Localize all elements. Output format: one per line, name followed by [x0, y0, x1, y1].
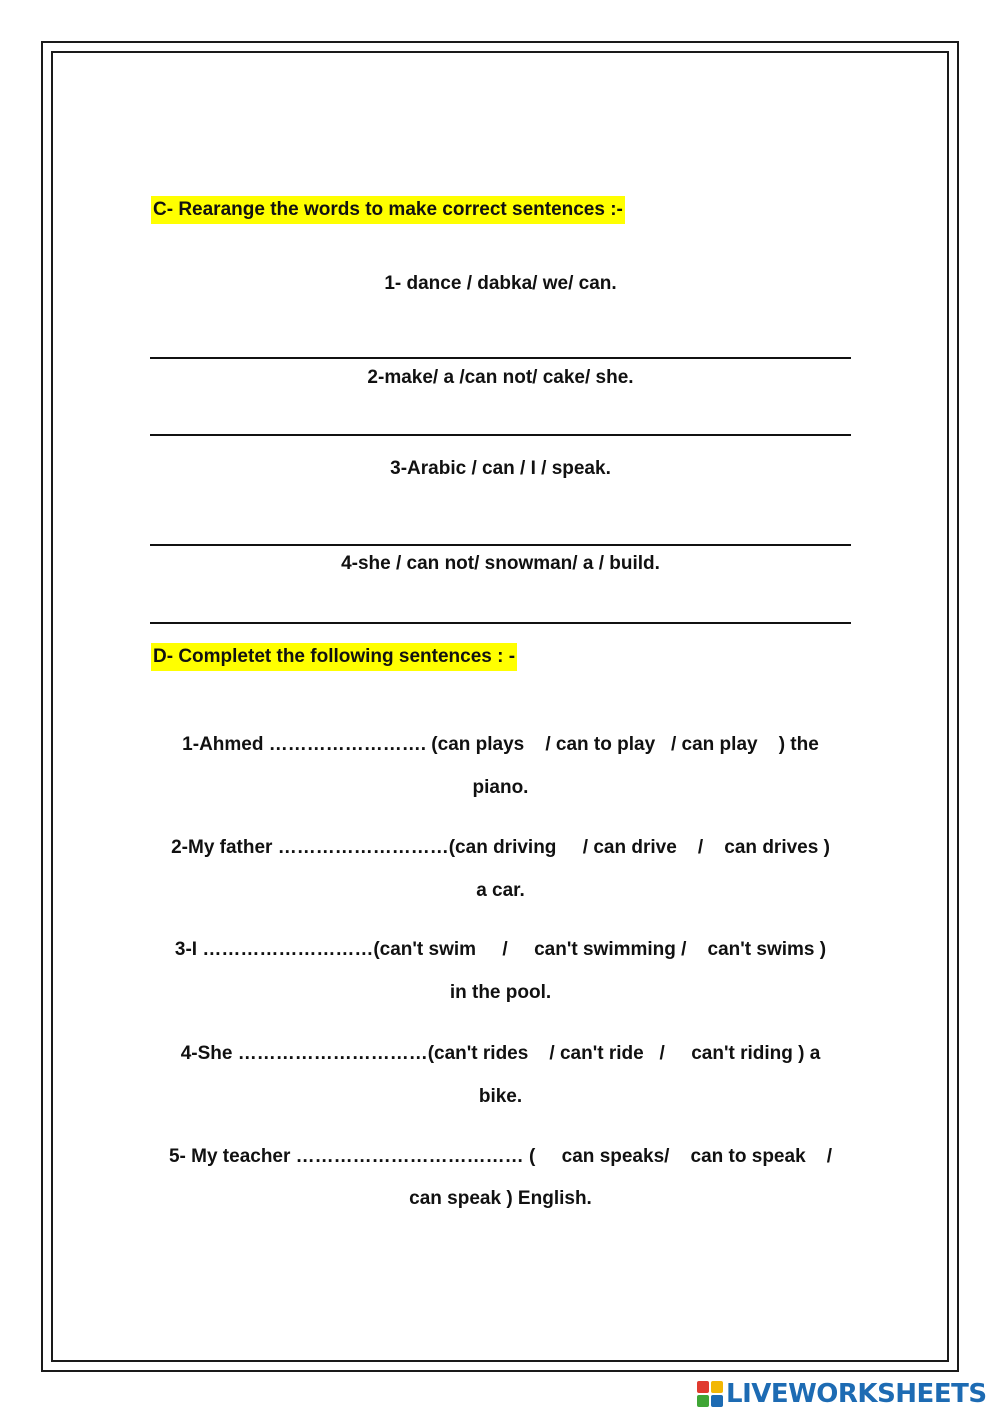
- logo-squares-icon: [697, 1381, 723, 1407]
- complete-item-4-line2: bike.: [478, 1086, 523, 1107]
- rearrange-item-4: 4-she / can not/ snowman/ a / build.: [341, 553, 660, 574]
- complete-item-2-line2: a car.: [476, 880, 525, 901]
- answer-line-2[interactable]: [150, 434, 851, 436]
- complete-item-5-line1: 5- My teacher ……………………………… ( can speaks/ can to speak /: [168, 1146, 833, 1167]
- answer-line-1[interactable]: [150, 357, 851, 359]
- complete-item-4-line1: 4-She …………………………(can't rides / can't ride / can't riding ) a: [180, 1043, 821, 1064]
- rearrange-item-1: 1- dance / dabka/ we/ can.: [384, 273, 617, 294]
- complete-item-3-line1: 3-I ………………………(can't swim / can't swimming / can't swims ): [174, 939, 827, 960]
- answer-line-4[interactable]: [150, 622, 851, 624]
- logo-text: LIVEWORKSHEETS: [726, 1379, 987, 1409]
- complete-item-1-line1: 1-Ahmed ……………………. (can plays / can to play / can play ) the: [182, 734, 819, 755]
- section-d-title: D- Completet the following sentences : -: [151, 643, 517, 671]
- complete-item-3-line2: in the pool.: [449, 982, 552, 1003]
- section-c-title: C- Rearange the words to make correct sentences :-: [151, 196, 625, 224]
- complete-item-2-line1: 2-My father ………………………(can driving / can drive / can drives ): [171, 837, 830, 858]
- complete-item-1-line2: piano.: [472, 777, 529, 798]
- answer-line-3[interactable]: [150, 544, 851, 546]
- rearrange-item-3: 3-Arabic / can / I / speak.: [390, 458, 611, 479]
- liveworksheets-logo[interactable]: [697, 1377, 987, 1411]
- rearrange-item-2: 2-make/ a /can not/ cake/ she.: [367, 367, 634, 388]
- complete-item-5-line2: can speak ) English.: [409, 1188, 592, 1209]
